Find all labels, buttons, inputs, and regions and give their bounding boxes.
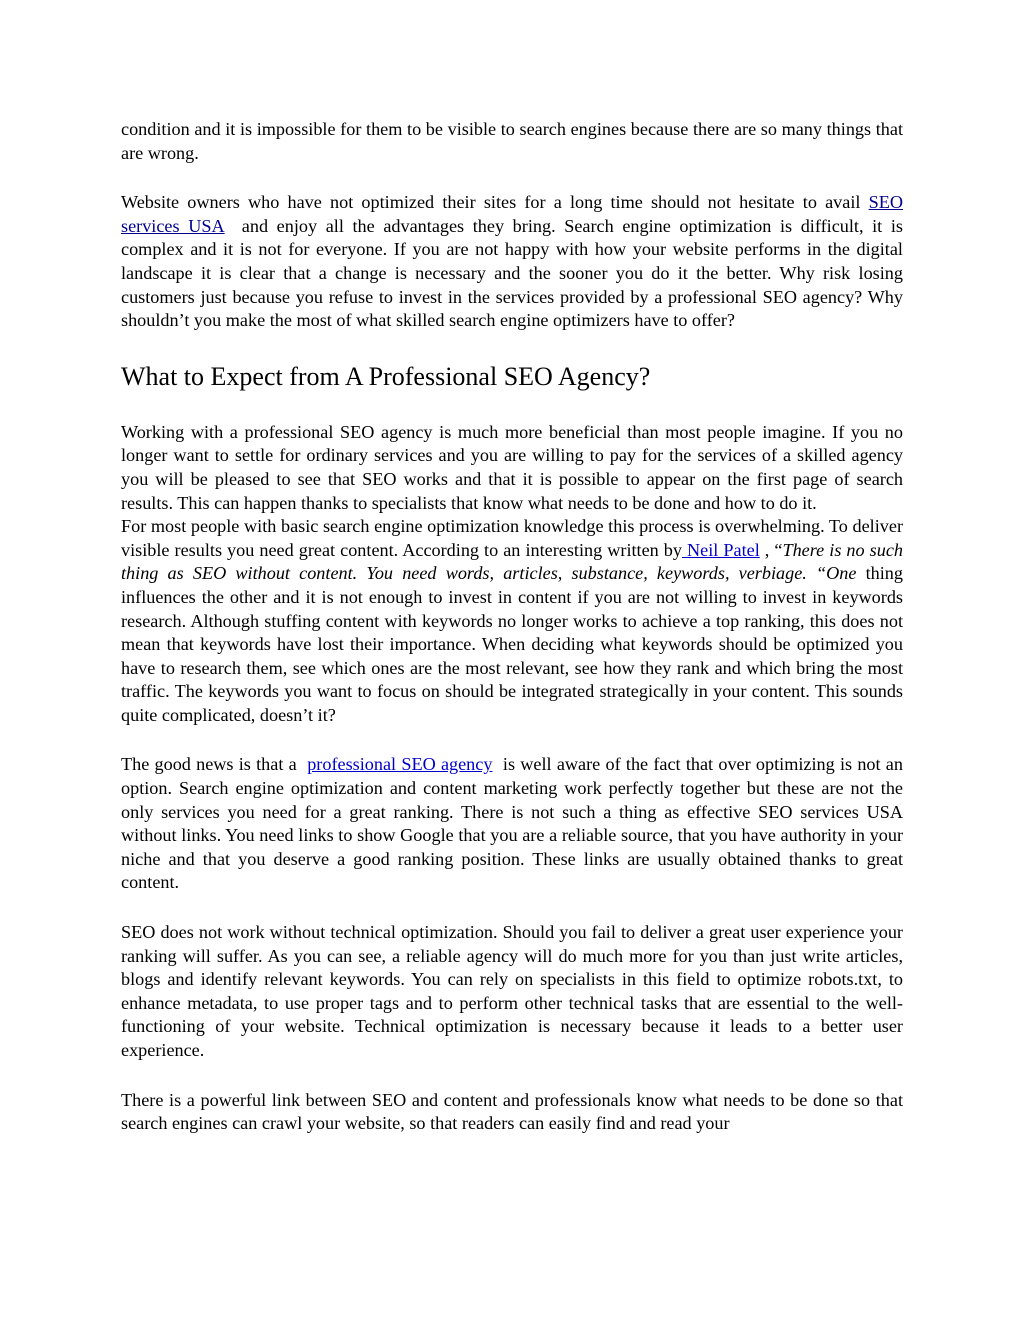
paragraph <box>121 753 903 895</box>
text-run: “One <box>816 563 857 584</box>
text-run: , “ <box>759 539 783 560</box>
paragraph <box>121 1089 903 1136</box>
text-run: is well aware of the fact that over optimizing is not an option. Search engine optimization and content marketing work perfectly together but these are not the only services you need for a great ranking. There is not such a thing as effective SEO services USA without links. You need links to show Google that you are a reliable source, that you have authority in your niche and that you deserve a good ranking position. These links are usually obtained thanks to great content. <box>121 754 903 893</box>
text-run: There is a powerful link between SEO and content and professionals know what needs to be done so that search engines can crawl your website, so that readers can easily find and read your <box>121 1089 903 1134</box>
text-run: thing influences the other and it is not enough to invest in content if you are not willing to invest in keywords research. Although stuffing content with keywords no longer works to achieve a top ranking, this does not mean that keywords have lost their importance. When deciding what keywords should be optimized you have to research them, see which ones are the most relevant, see how they rank and which bring the most traffic. The keywords you want to focus on should be integrated strategically in your content. This sounds quite complicated, doesn’t it? <box>121 563 903 725</box>
text-run: condition and it is impossible for them to be visible to search engines because there are so many things that are wrong. <box>121 119 903 163</box>
text-run: The good news is that a <box>121 754 308 775</box>
text-run: For most people with basic search engine optimization knowledge this process is overwhelming. To deliver visible results you need great content. According to an interesting written by <box>121 516 903 560</box>
text-run: and enjoy all the advantages they bring. Search engine optimization is difficult, it is complex and it is not for everyone. If you are not happy with how your website performs in the digital landscape it is clear that a change is necessary and the sooner you do it the better. Why risk losing customers just because you refuse to invest in the services provided by a professional SEO agency? Why shouldn’t you make the most of what skilled search engine optimizers have to offer? <box>121 215 903 331</box>
link-professional-seo-agency[interactable]: professional SEO agency <box>307 754 493 775</box>
paragraph <box>121 118 903 165</box>
link-seo-services-usa[interactable]: SEO services USA <box>121 192 903 236</box>
text-run: SEO does not work without technical optimization. Should you fail to deliver a great user experience your ranking will suffer. As you can see, a reliable agency will do much more for you than just write articles, blogs and identify relevant keywords. You can rely on specialists in this field to optimize robots.txt, to enhance metadata, to use proper tags and to perform other technical tasks that are essential to the well-functioning of your website. Technical optimization is necessary because it leads to a better user experience. <box>121 922 903 1060</box>
paragraph <box>121 191 903 333</box>
paragraph <box>121 921 903 1063</box>
link-neil-patel[interactable]: Neil Patel <box>682 539 760 560</box>
text-run <box>807 563 816 583</box>
text-run: Working with a professional SEO agency is much more beneficial than most people imagine. If you no longer want to settle for ordinary services and you are willing to pay for the services of a skilled agency you will be pleased to see that SEO works and that it is possible to appear on the first page of search results. This can happen thanks to specialists that know what needs to be done and how to do it. <box>121 421 903 513</box>
text-run: There is no such thing as SEO without content. You need words, articles, substance, keywords, verbiage. <box>121 539 903 584</box>
paragraph <box>121 421 903 515</box>
section-heading: What to Expect from A Professional SEO Agency? <box>121 361 651 391</box>
document-content <box>121 118 903 1162</box>
paragraph <box>121 515 903 727</box>
text-run: Website owners who have not optimized their sites for a long time should not hesitate to avail <box>121 192 869 213</box>
